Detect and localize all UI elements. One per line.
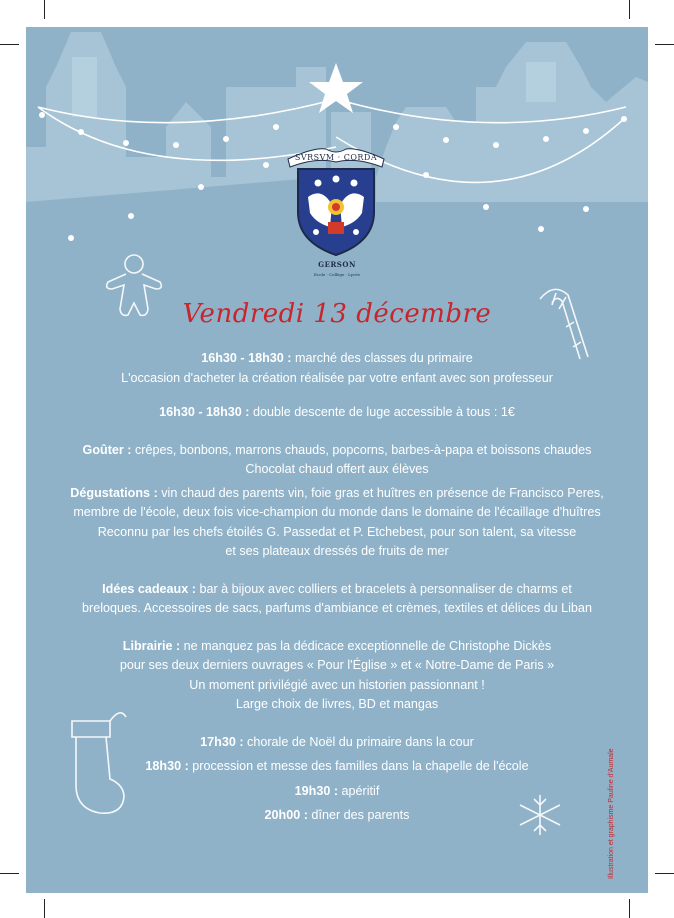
- program-text: pour ses deux derniers ouvrages « Pour l'Église » et « Notre-Dame de Paris »: [119, 658, 555, 672]
- program-time-label: Librairie :: [122, 638, 181, 653]
- program-time-label: Idées cadeaux :: [102, 581, 196, 596]
- program-line: [26, 369, 648, 389]
- program-item-p6: [26, 637, 648, 715]
- program-text: et ses plateaux dressés de fruits de mer: [225, 544, 449, 558]
- program-text: Chocolat chaud offert aux élèves: [245, 462, 429, 476]
- program-line: [26, 460, 648, 480]
- program-line: [26, 403, 648, 423]
- program-line: [26, 757, 648, 777]
- program-line: [26, 580, 648, 600]
- crop-mark: [629, 0, 630, 19]
- crop-mark: [0, 44, 19, 45]
- program-text: marché des classes du primaire: [291, 351, 473, 365]
- program-time-label: 19h30 :: [294, 783, 339, 798]
- program-line: [26, 637, 648, 657]
- program-item-p10: [26, 806, 648, 826]
- program-text: vin chaud des parents vin, foie gras et huîtres en présence de Francisco Peres,: [157, 485, 604, 500]
- program-line: [26, 676, 648, 696]
- program-line: [26, 806, 648, 826]
- school-name: GERSON: [318, 260, 356, 269]
- program-time-label: 17h30 :: [200, 734, 244, 749]
- program-text: ne manquez pas la dédicace exceptionnelle de Christophe Dickès: [180, 638, 552, 653]
- program-list: [26, 349, 648, 826]
- program-item-p5: [26, 580, 648, 619]
- crop-mark: [44, 0, 45, 19]
- program-text: Large choix de livres, BD et mangas: [235, 697, 439, 711]
- program-item-p7: [26, 733, 648, 753]
- program-text: procession et messe des familles dans la chapelle de l'école: [188, 759, 529, 773]
- program-line: [26, 599, 648, 619]
- program-line: [26, 782, 648, 802]
- program-line: [26, 484, 648, 504]
- program-item-p2: [26, 403, 648, 423]
- program-text: crêpes, bonbons, marrons chauds, popcorns, barbes-à-papa et boissons chaudes: [131, 442, 592, 457]
- program-item-p3: [26, 441, 648, 480]
- program-text: dîner des parents: [307, 808, 410, 822]
- flyer: [26, 27, 648, 893]
- crop-mark: [0, 873, 19, 874]
- program-time-label: 20h00 :: [264, 808, 308, 822]
- program-time-label: 16h30 - 18h30 :: [159, 405, 250, 419]
- program-text: apéritif: [338, 783, 380, 798]
- school-subtitle: Ecole · Collège · Lycée: [314, 272, 360, 277]
- program-item-p1: [26, 349, 648, 388]
- program-time-label: 18h30 :: [145, 759, 189, 773]
- program-line: [26, 656, 648, 676]
- crop-mark: [44, 899, 45, 918]
- program-time-label: Dégustations :: [70, 485, 158, 500]
- program-line: [26, 542, 648, 562]
- program-time-label: Goûter :: [82, 442, 132, 457]
- program-text: bar à bijoux avec colliers et bracelets à personnaliser de charms et: [195, 581, 572, 596]
- program-item-p8: [26, 757, 648, 777]
- page-title: Vendredi 13 décembre: [182, 299, 492, 329]
- program-time-label: 16h30 - 18h30 :: [201, 351, 292, 365]
- program-text: chorale de Noël du primaire dans la cour: [243, 734, 474, 749]
- program-line: [26, 503, 648, 523]
- program-line: [26, 349, 648, 369]
- program-text: Un moment privilégié avec un historien passionnant !: [189, 677, 485, 692]
- program-line: [26, 441, 648, 461]
- program-line: [26, 695, 648, 715]
- program-item-p9: [26, 782, 648, 802]
- program-text: Reconnu par les chefs étoilés G. Passedat et P. Etchebest, pour son talent, sa vitesse: [97, 524, 577, 539]
- crop-mark: [655, 873, 674, 874]
- program-text: breloques. Accessoires de sacs, parfums d'ambiance et crèmes, textiles et délices du Liban: [82, 601, 592, 615]
- illustration-credit: Illustration et graphisme Pauline d'Aumale: [608, 748, 615, 879]
- crest-motto: SVRSVM · CORDA: [294, 153, 378, 162]
- crop-mark: [655, 44, 674, 45]
- crop-mark: [629, 899, 630, 918]
- program-line: [26, 523, 648, 543]
- program-text: L'occasion d'acheter la création réalisée par votre enfant avec son professeur: [121, 370, 553, 385]
- program-line: [26, 733, 648, 753]
- program-item-p4: [26, 484, 648, 562]
- program-text: membre de l'école, deux fois vice-champion du monde dans le domaine de l'écaillage d'huîtres: [73, 505, 601, 519]
- program-text: double descente de luge accessible à tous : 1€: [249, 405, 515, 419]
